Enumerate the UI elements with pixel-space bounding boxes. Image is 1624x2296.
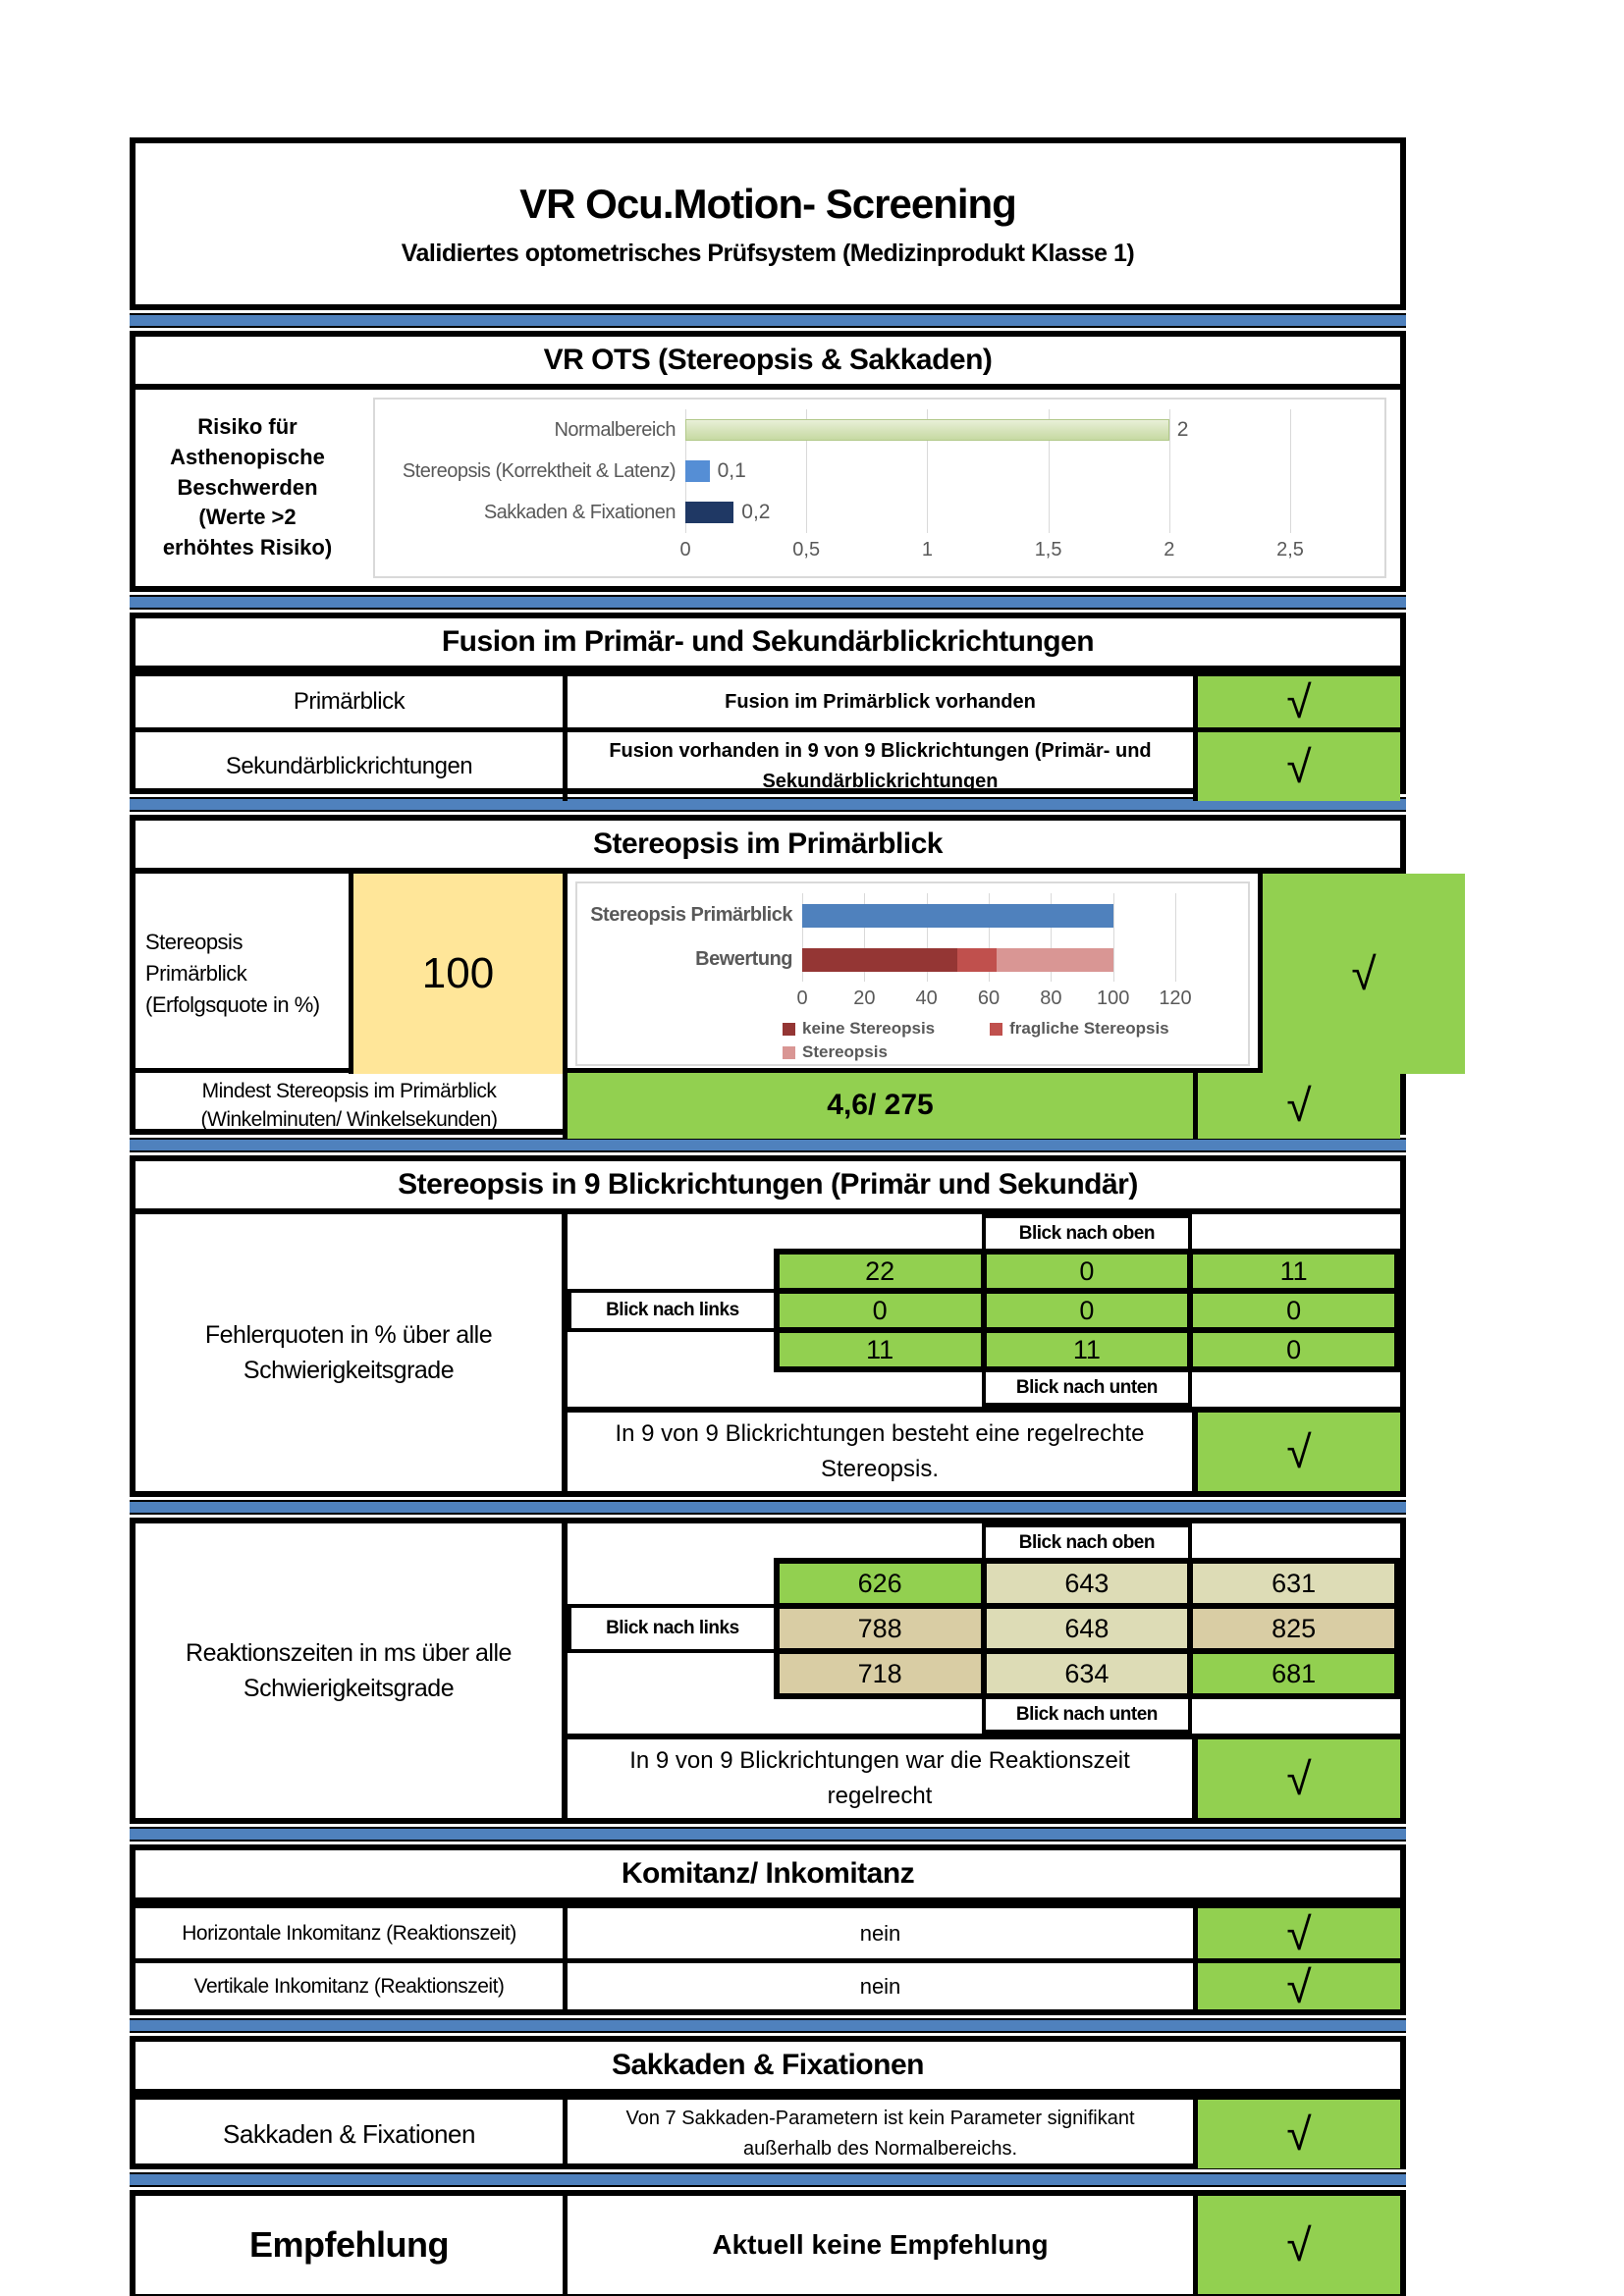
stereopsis-label: Stereopsis Primärblick (Erfolgsquote in %) [135, 874, 353, 1074]
blue-separator [130, 313, 1406, 328]
risk-bar-chart [373, 398, 1386, 578]
stereopsis-stacked-chart [575, 881, 1250, 1066]
reaction-cell: 718 [777, 1651, 984, 1696]
fehlerquoten-grid-area [568, 1214, 1400, 1491]
empfehlung-label: Empfehlung [135, 2196, 568, 2294]
komitanz-row-horizontal [135, 1903, 1400, 1958]
legend-swatch [783, 1023, 795, 1036]
komitanz-header: Komitanz/ Inkomitanz [135, 1850, 1400, 1903]
reaction-cell: 631 [1190, 1561, 1397, 1606]
summary-text: In 9 von 9 Blickrichtungen besteht eine regelrechte Stereopsis. [615, 1420, 1145, 1482]
chart-tick-label: 1 [921, 539, 933, 561]
row-text: nein [568, 1963, 1198, 2009]
blue-separator [130, 1827, 1406, 1842]
reaktionszeiten-label: Reaktionszeiten in ms über alle Schwierigkeitsgrade [135, 1523, 568, 1818]
checkmark-cell: √ [1198, 1073, 1400, 1139]
chart-bar-row [802, 937, 1175, 982]
row-label: Vertikale Inkomitanz (Reaktionszeit) [135, 1963, 568, 2009]
reaktionszeiten-summary-row [568, 1734, 1400, 1818]
chart-tick-label: 0,5 [792, 539, 821, 561]
error-cell: 0 [1190, 1291, 1397, 1330]
reaktionszeiten-grid-area [568, 1523, 1400, 1818]
chart-bar [957, 948, 997, 972]
report-content [130, 137, 1406, 2296]
chart-tick-label: 0 [679, 539, 691, 561]
error-rate-grid [568, 1214, 1400, 1407]
checkmark-cell: √ [1192, 1413, 1400, 1491]
blue-separator [130, 2172, 1406, 2187]
vr-ots-header: VR OTS (Stereopsis & Sakkaden) [135, 337, 1400, 390]
error-cell: 11 [1190, 1252, 1397, 1291]
checkmark-cell: √ [1198, 2196, 1400, 2294]
chart-value-label: 0,2 [741, 501, 771, 523]
min-stereopsis-row [135, 1068, 1400, 1132]
section-fusion [130, 613, 1406, 794]
error-cell: 11 [984, 1330, 1191, 1369]
direction-header-left: Blick nach links [569, 1291, 777, 1330]
page-title: VR Ocu.Motion- Screening [519, 180, 1016, 227]
chart-tick-label: 0 [796, 988, 808, 1009]
checkmark-cell: √ [1198, 1963, 1400, 2009]
checkmark-cell: √ [1192, 1739, 1400, 1818]
chart-main [581, 893, 1244, 982]
chart-bar [685, 502, 733, 523]
reaction-cell: 825 [1190, 1606, 1397, 1651]
fusion-row-sekundaer [135, 727, 1400, 792]
reaction-cell: 626 [777, 1561, 984, 1606]
fusion-row-primaerblick [135, 671, 1400, 727]
komitanz-row-vertikal [135, 1958, 1400, 2012]
row-text: Von 7 Sakkaden-Parametern ist kein Parameter signifikant außerhalb des Normalbereichs. [568, 2100, 1198, 2168]
chart-tick-row [796, 988, 1192, 1017]
risk-body [135, 390, 1400, 586]
row-label: Sekundärblickrichtungen [135, 732, 568, 801]
reaktionszeiten-body [135, 1523, 1400, 1818]
chart-axis [381, 539, 1379, 568]
chart-category-label: Stereopsis (Korrektheit & Latenz) [402, 459, 676, 482]
blue-separator [130, 2018, 1406, 2033]
direction-header-left: Blick nach links [569, 1606, 777, 1651]
sakkaden-header: Sakkaden & Fixationen [135, 2042, 1400, 2095]
direction-header-down: Blick nach unten [984, 1696, 1191, 1732]
error-cell: 0 [1190, 1330, 1397, 1369]
chart-main [381, 409, 1379, 533]
section-reaktionszeiten [130, 1518, 1406, 1824]
legend-swatch [990, 1023, 1002, 1036]
error-cell: 0 [984, 1252, 1191, 1291]
chart-tick-label: 2,5 [1276, 539, 1304, 561]
fusion-header: Fusion im Primär- und Sekundärblickrichtungen [135, 618, 1400, 671]
stereopsis-value-cell: 100 [353, 874, 568, 1074]
chart-bar [802, 904, 1113, 928]
checkmark-cell: √ [1198, 1908, 1400, 1958]
chart-tick-label: 60 [977, 988, 1001, 1009]
fehlerquoten-body [135, 1214, 1400, 1491]
chart-bar-row [685, 409, 1290, 451]
fehlerquoten-label: Fehlerquoten in % über alle Schwierigkeitsgrade [135, 1214, 568, 1491]
chart-tick-label: 80 [1040, 988, 1062, 1009]
chart-category-label: Bewertung [695, 948, 792, 970]
row-label: Horizontale Inkomitanz (Reaktionszeit) [135, 1908, 568, 1958]
section-fehlerquoten [130, 1155, 1406, 1497]
section-empfehlung [130, 2190, 1406, 2296]
row-label: Primärblick [135, 676, 568, 727]
chart-bar [997, 948, 1113, 972]
direction-header-up: Blick nach oben [984, 1216, 1191, 1252]
error-cell: 22 [777, 1252, 984, 1291]
chart-axis-spacer [581, 988, 802, 1017]
chart-tick-label: 100 [1096, 988, 1130, 1009]
row-label: Sakkaden & Fixationen [135, 2100, 568, 2168]
row-label: Mindest Stereopsis im Primärblick (Winkelminuten/ Winkelsekunden) [135, 1073, 568, 1139]
section-sakkaden [130, 2036, 1406, 2169]
legend-item [990, 1019, 1169, 1039]
chart-bar-row [685, 451, 1290, 492]
chart-category-label: Normalbereich [554, 418, 676, 441]
chart-category-label: Stereopsis Primärblick [590, 904, 792, 926]
chart-tick-label: 120 [1159, 988, 1192, 1009]
blue-separator [130, 1138, 1406, 1152]
empfehlung-text: Aktuell keine Empfehlung [568, 2196, 1198, 2294]
chart-axis [581, 988, 1244, 1017]
chart-bar-row [802, 893, 1175, 937]
chart-legend [783, 1019, 1244, 1062]
reaction-cell: 788 [777, 1606, 984, 1651]
chart-category-label: Sakkaden & Fixationen [483, 501, 676, 523]
chart-gridline [1290, 409, 1291, 533]
chart-value-label: 0,1 [717, 459, 746, 482]
chart-gridline [1175, 893, 1176, 982]
summary-text: In 9 von 9 Blickrichtungen war die Reaktionszeit regelrecht [629, 1747, 1130, 1809]
direction-header-up: Blick nach oben [984, 1525, 1191, 1561]
direction-header-down: Blick nach unten [984, 1369, 1191, 1405]
checkmark-cell: √ [1198, 676, 1400, 727]
chart-bar-row [685, 492, 1290, 533]
chart-category-labels [581, 893, 802, 982]
chart-bar [685, 460, 710, 482]
error-cell: 0 [777, 1291, 984, 1330]
chart-bar [802, 948, 957, 972]
row-text: Fusion vorhanden in 9 von 9 Blickrichtungen (Primär- und Sekundärblickrichtungen [568, 732, 1198, 801]
stereopsis-chart-cell [568, 874, 1263, 1074]
row-text: Fusion im Primärblick vorhanden [568, 676, 1198, 727]
chart-plot-area [685, 409, 1290, 533]
reaction-time-grid [568, 1523, 1400, 1734]
empfehlung-row [135, 2196, 1400, 2294]
chart-tick-row [679, 539, 1304, 568]
section-vr-ots [130, 331, 1406, 592]
page-subtitle: Validiertes optometrisches Prüfsystem (Medizinprodukt Klasse 1) [401, 239, 1135, 267]
checkmark-cell: √ [1198, 2100, 1400, 2168]
chart-tick-label: 1,5 [1034, 539, 1062, 561]
chart-tick-label: 40 [915, 988, 938, 1009]
error-cell: 11 [777, 1330, 984, 1369]
blue-separator [130, 1500, 1406, 1515]
reaction-cell: 681 [1190, 1651, 1397, 1696]
section-stereopsis-primaerblick [130, 815, 1406, 1135]
chart-value-label: 2 [1176, 418, 1189, 441]
stereopsis-header: Stereopsis im Primärblick [135, 821, 1400, 874]
checkmark-cell: √ [1198, 732, 1400, 801]
nine-directions-header: Stereopsis in 9 Blickrichtungen (Primär und Sekundär) [135, 1161, 1400, 1214]
chart-bar [685, 419, 1169, 441]
section-komitanz [130, 1844, 1406, 2015]
legend-label: keine Stereopsis [802, 1019, 936, 1038]
blue-separator [130, 595, 1406, 610]
reaction-cell: 634 [984, 1651, 1191, 1696]
chart-category-labels [381, 409, 685, 533]
risk-label: Risiko für Asthenopische Beschwerden (Werte >2 erhöhtes Risiko) [162, 414, 333, 561]
reaction-cell: 643 [984, 1561, 1191, 1606]
error-cell: 0 [984, 1291, 1191, 1330]
checkmark-cell: √ [1263, 874, 1465, 1074]
fehlerquoten-summary-row [568, 1407, 1400, 1491]
legend-item [783, 1042, 888, 1062]
chart-plot-area [802, 893, 1175, 982]
row-text: nein [568, 1908, 1198, 1958]
stereopsis-body [135, 874, 1400, 1068]
chart-tick-label: 20 [853, 988, 876, 1009]
legend-item [783, 1019, 935, 1039]
chart-axis-spacer [381, 539, 685, 568]
title-section [130, 137, 1406, 310]
min-stereopsis-value: 4,6/ 275 [568, 1073, 1198, 1139]
reaction-cell: 648 [984, 1606, 1191, 1651]
chart-tick-label: 2 [1164, 539, 1175, 561]
legend-label: Stereopsis [802, 1042, 888, 1061]
sakkaden-row [135, 2095, 1400, 2163]
legend-swatch [783, 1046, 795, 1059]
legend-label: fragliche Stereopsis [1009, 1019, 1169, 1038]
